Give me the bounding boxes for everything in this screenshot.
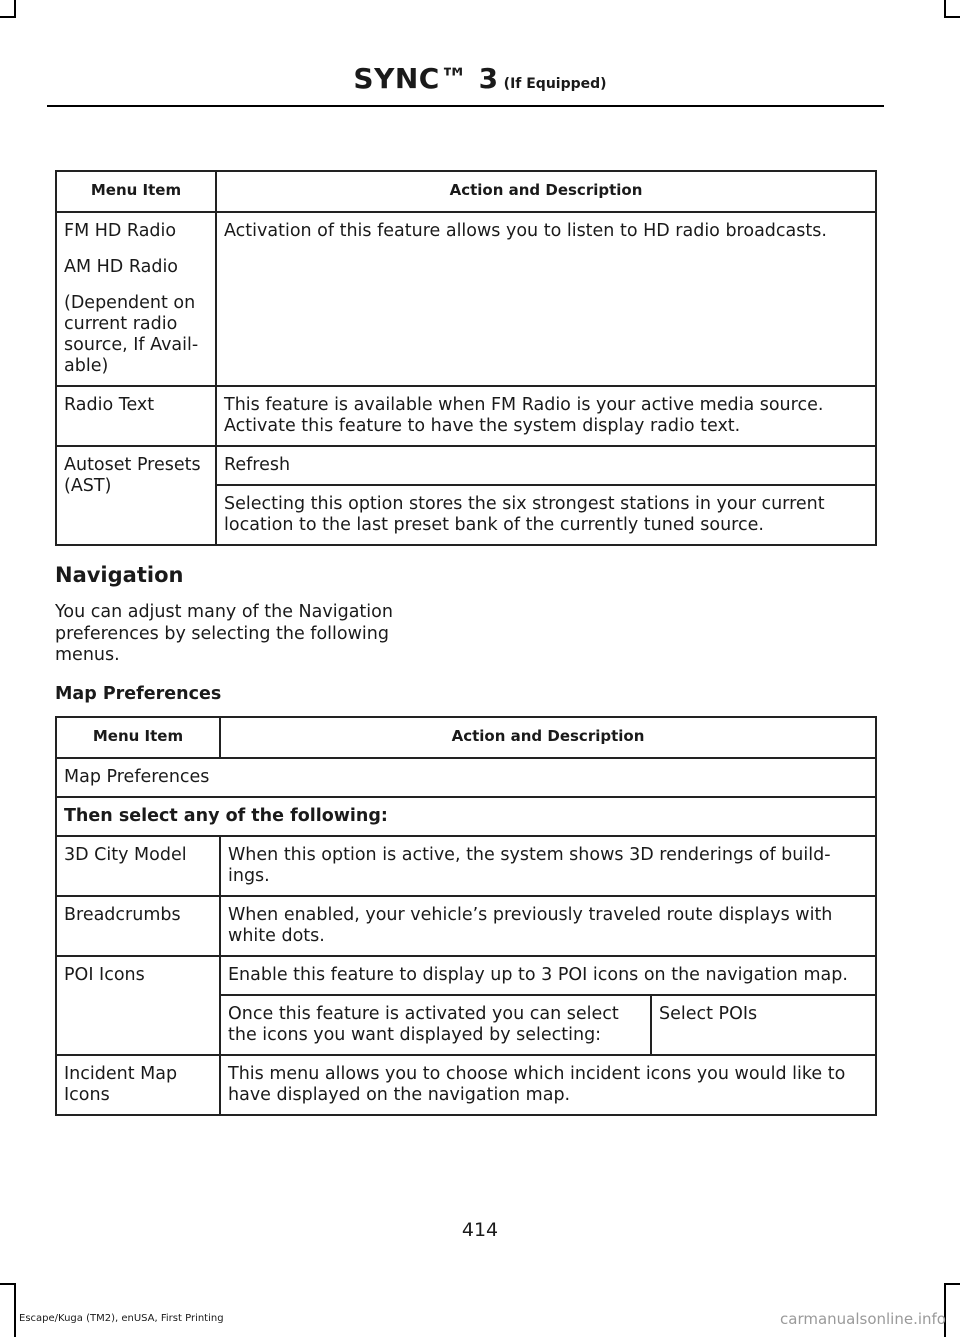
menu-item-ast: Autoset Presets (AST) <box>56 446 216 545</box>
map-preferences-table <box>55 716 877 1116</box>
table-row <box>56 956 876 995</box>
table-row <box>56 1055 876 1115</box>
menu-item-3d-city: 3D City Model <box>56 836 220 896</box>
table-row <box>56 896 876 956</box>
table-header-row <box>56 717 876 758</box>
crop-mark-bottom-left-h <box>0 1283 16 1285</box>
table-row <box>56 212 876 386</box>
menu-item-incident-map-icons: Incident Map Icons <box>56 1055 220 1115</box>
navigation-intro: You can adjust many of the Navigation preferences by selecting the following menus. <box>55 602 393 665</box>
table-header-row <box>56 171 876 212</box>
table-row <box>56 797 876 836</box>
then-select-cell: Then select any of the following: <box>56 797 876 836</box>
table-row <box>56 758 876 797</box>
crop-mark-top-right-h <box>944 16 960 18</box>
column-header-action: Action and Description <box>220 717 876 758</box>
header-subtitle: (If Equipped) <box>503 76 607 92</box>
column-header-menu-item: Menu Item <box>56 171 216 212</box>
menu-item-breadcrumbs: Breadcrumbs <box>56 896 220 956</box>
crop-mark-top-left-h <box>0 16 16 18</box>
menu-item-radio-text: Radio Text <box>56 386 216 446</box>
radio-settings-table <box>55 170 877 546</box>
map-preferences-heading: Map Preferences <box>55 684 222 704</box>
header-rule <box>47 105 884 107</box>
description-cell: This menu allows you to choose which incident icons you would like to have displayed on the navigation map. <box>220 1055 876 1115</box>
column-header-menu-item: Menu Item <box>56 717 220 758</box>
description-cell: Selecting this option stores the six strongest stations in your current location to the last preset bank of the currently tuned source. <box>216 485 876 545</box>
menu-item-am-hd: AM HD Radio <box>64 257 179 277</box>
description-cell: Activation of this feature allows you to listen to HD radio broadcasts. <box>216 212 876 386</box>
footer-text: Escape/Kuga (TM2), enUSA, First Printing <box>19 1313 224 1324</box>
page-number: 414 <box>461 1219 499 1241</box>
description-cell: Refresh <box>216 446 876 485</box>
page-header <box>0 62 960 95</box>
watermark: carmanualsonline.info <box>780 1310 946 1328</box>
menu-item-hd-note: (Dependent on current radio source, If Avail-able) <box>64 293 199 376</box>
header-title: SYNC™ 3 <box>353 62 499 95</box>
menu-item-poi-icons: POI Icons <box>56 956 220 1055</box>
description-cell: When enabled, your vehicle’s previously traveled route displays with white dots. <box>220 896 876 956</box>
description-cell: Once this feature is activated you can select the icons you want displayed by selecting: <box>220 995 651 1055</box>
description-cell: This feature is available when FM Radio is your active media source. Activate this feature to have the system display radio text. <box>216 386 876 446</box>
select-pois-cell: Select POIs <box>651 995 876 1055</box>
column-header-action: Action and Description <box>216 171 876 212</box>
menu-item-fm-hd: FM HD Radio <box>64 221 177 241</box>
table-row <box>56 836 876 896</box>
table-row <box>56 446 876 485</box>
description-cell: When this option is active, the system shows 3D renderings of build-ings. <box>220 836 876 896</box>
crop-mark-bottom-right-h <box>944 1283 960 1285</box>
navigation-heading: Navigation <box>55 563 184 587</box>
table-row <box>56 386 876 446</box>
crop-mark-bottom-left-v <box>14 1283 16 1337</box>
map-preferences-cell: Map Preferences <box>56 758 876 797</box>
description-cell: Enable this feature to display up to 3 POI icons on the navigation map. <box>220 956 876 995</box>
menu-item-cell <box>56 212 216 386</box>
